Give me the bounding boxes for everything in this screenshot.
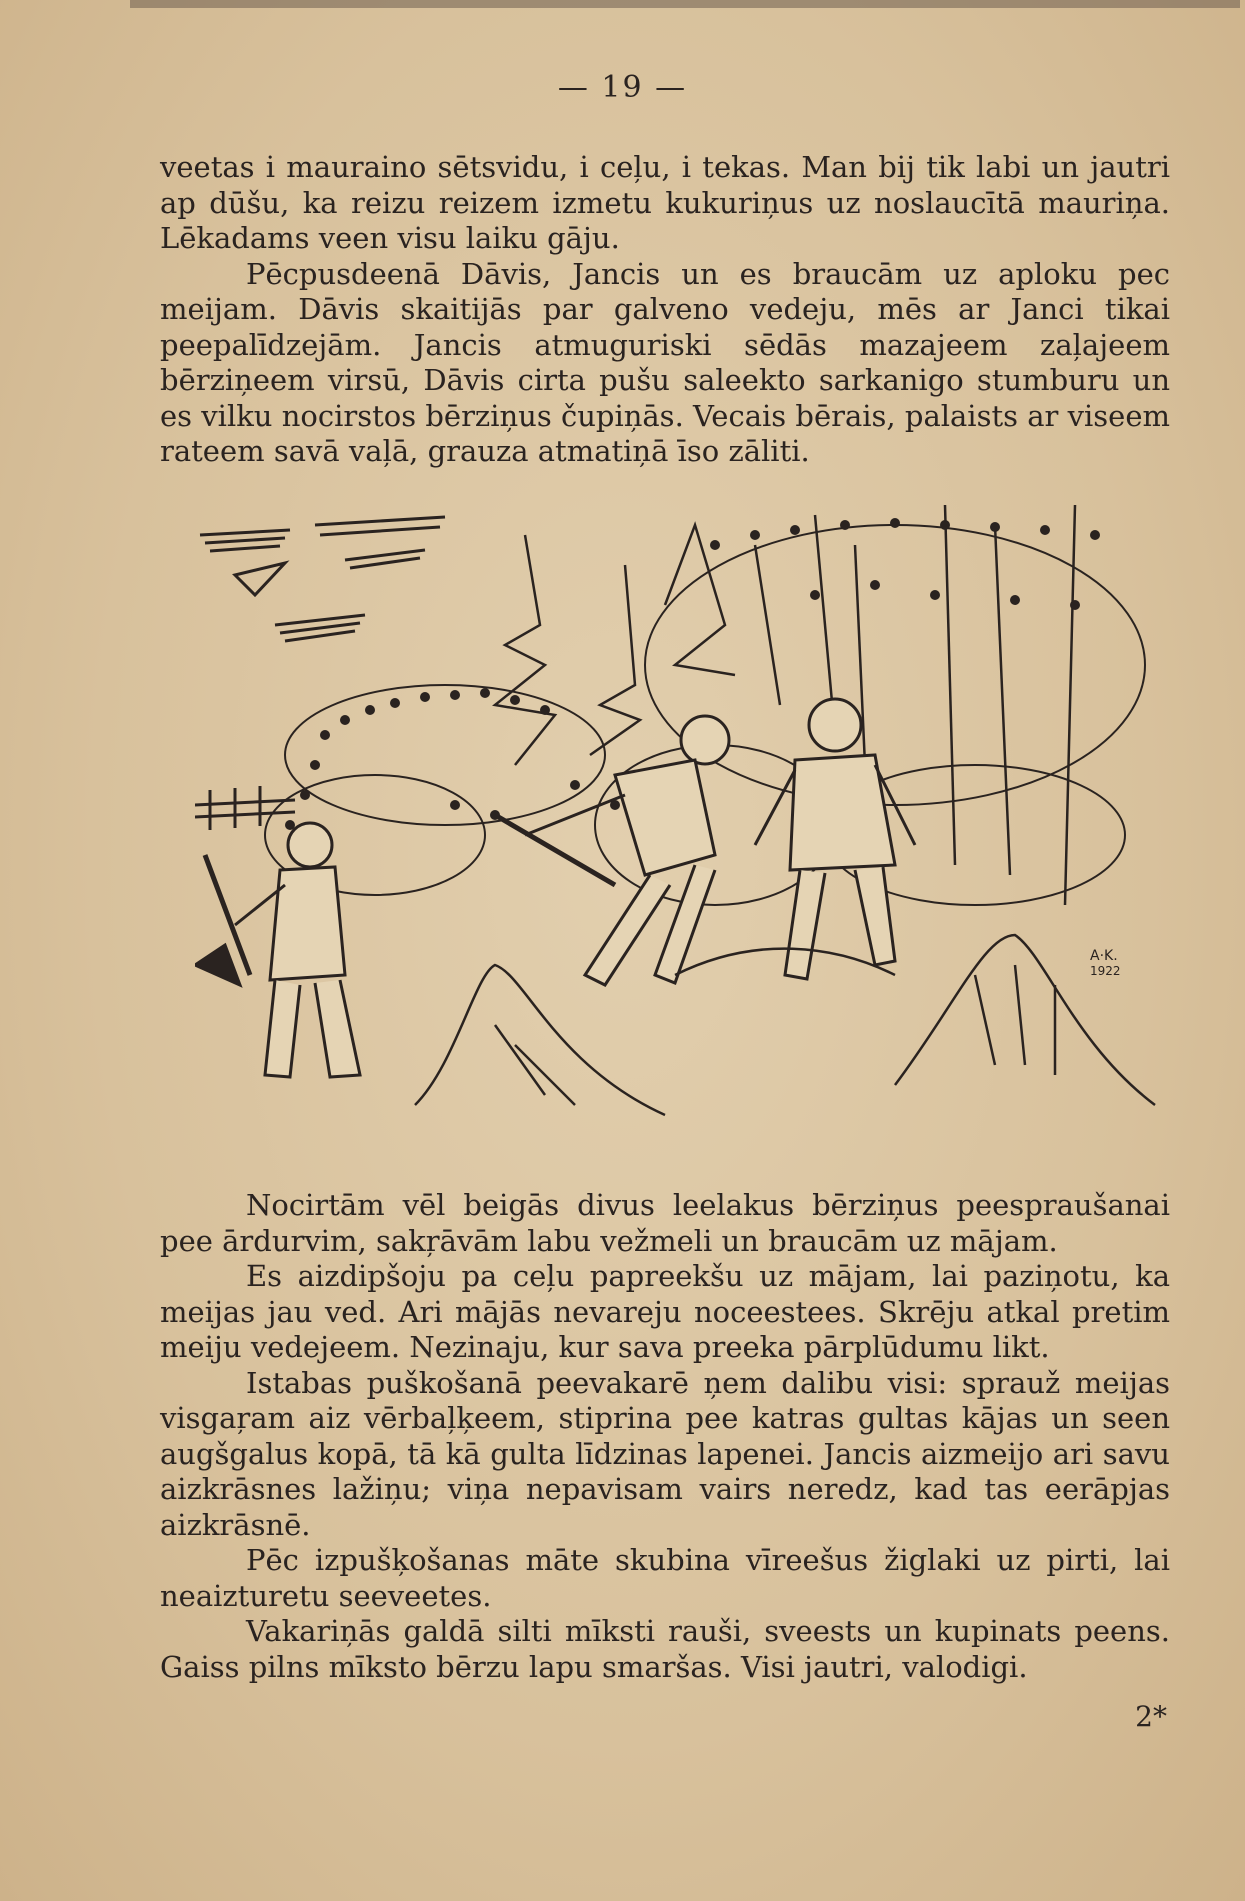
- ground-hummocks: [415, 935, 1155, 1115]
- printer-signature-mark: 2*: [1135, 1700, 1167, 1733]
- monogram-year: 1922: [1090, 964, 1121, 978]
- page-number: — 19 —: [557, 70, 688, 105]
- forest-birch-cutting-illustration: [195, 505, 1170, 1155]
- paragraph-decorating: Istabas puškošanā peevakarē ņem dalibu visi: sprauž meijas visgaŗam aiz vērbaļķeem, stiprina pee katras gultas kājas un seen augšgalus kopā, tā kā gulta līdzinas lapenei. Jancis aizmeijo ari savu aizkrāsnes lažiņu; viņa nepavisam vairs neredz, kad tas eerāpjas aizkrāsnē.: [160, 1365, 1170, 1542]
- girl-figure: [195, 823, 360, 1077]
- paragraph-afternoon: Pēcpusdeenā Dāvis, Jancis un es braucām uz aploku pec meijam. Dāvis skaitijās par galveno vedeju, mēs ar Janci tikai peepalīdzejām. Jancis atmuguriski sēdās mazajeem zaļajeem bērziņeem virsū, Dāvis cirta pušu saleekto sarkanigo stumburu un es vilku nocirstos bērziņus čupiņās. Vecais bērais, palaists ar viseem rateem savā vaļā, grauza atmatiņā īso zāliti.: [160, 256, 1170, 468]
- fence: [195, 786, 295, 830]
- paragraph-sauna: Pēc izpušķošanas māte skubina vīreešus žiglaki uz pirti, lai neaizturetu seeveetes.: [160, 1543, 1170, 1613]
- bottom-text-block: [160, 1188, 1170, 1685]
- top-text-block: [160, 150, 1170, 470]
- background-trees: [495, 505, 1075, 905]
- paragraph-running-home: Es aizdipšoju pa ceļu papreekšu uz mājam, lai paziņotu, ka meijas jau ved. Ari mājās nevareju noceestees. Skrēju atkal pretim meiju vedejeem. Nezinaju, kur sava preeka pārplūdumu likt.: [160, 1259, 1170, 1364]
- boy-chopping-figure: [495, 716, 729, 985]
- monogram-initials: A·K.: [1090, 948, 1118, 964]
- boy-standing-figure: [755, 699, 915, 979]
- artist-monogram: [1090, 948, 1121, 978]
- page-top-edge: [130, 0, 1240, 8]
- paragraph-birches: Nocirtām vēl beigās divus leelakus bērziņus peespraušanai pee ārdurvim, sakŗāvām labu vežmeli un braucām uz mājam.: [160, 1188, 1170, 1258]
- paragraph-continuation: veetas i mauraino sētsvidu, i ceļu, i tekas. Man bij tik labi un jautri ap dūšu, ka reizu reizem izmetu kukuriņus uz noslaucītā mauriņa. Lēkadams veen visu laiku gāju.: [160, 150, 1170, 255]
- cloud-strokes: [200, 517, 445, 641]
- paragraph-supper: Vakariņās galdā silti mīksti rauši, sveests un kupinats peens. Gaiss pilns mīksto bērzu lapu smaršas. Visi jautri, valodigi.: [160, 1614, 1170, 1684]
